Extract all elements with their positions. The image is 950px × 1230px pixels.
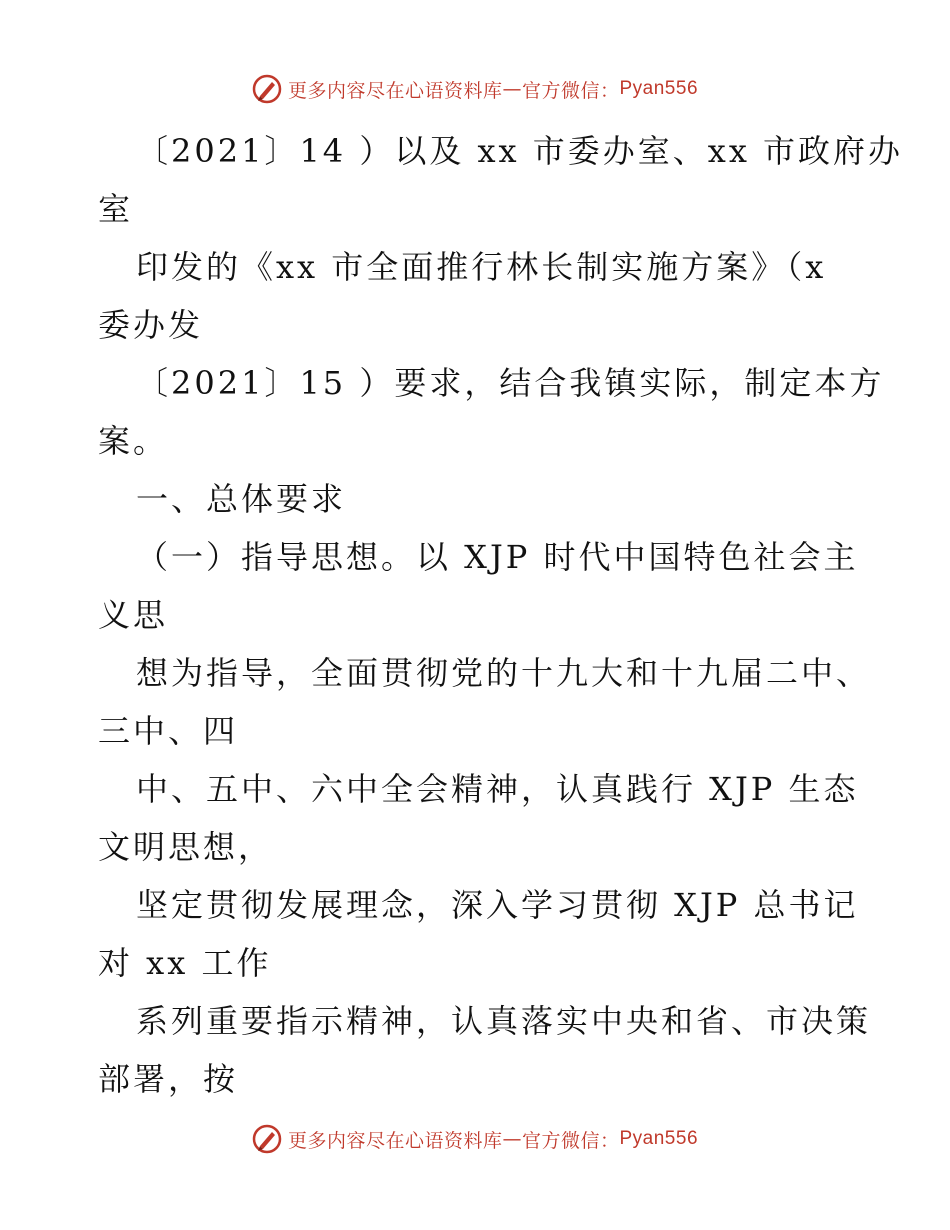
text-line: 想为指导，全面贯彻党的十九大和十九届二中、 bbox=[136, 654, 872, 692]
text-line: 坚定贯彻发展理念，深入学习贯彻 XJP 总书记 bbox=[136, 886, 859, 924]
text-line: 印发的《xx 市全面推行林长制实施方案》（x bbox=[136, 248, 827, 286]
text-line: 〔2021〕15 ）要求，结合我镇实际，制定本方 bbox=[136, 364, 885, 402]
text-line: 义思 bbox=[98, 596, 169, 634]
watermark-wechat-id: Pyan556 bbox=[619, 78, 699, 99]
footer-watermark bbox=[0, 1124, 950, 1154]
watermark-separator: — bbox=[502, 1128, 522, 1150]
text-line: 案。 bbox=[98, 422, 169, 460]
text-line: 中、五中、六中全会精神，认真践行 XJP 生态 bbox=[136, 770, 859, 808]
watermark-label: 官方微信： bbox=[521, 1129, 620, 1152]
section-heading: 一、总体要求 bbox=[136, 480, 347, 518]
text-line: 部署，按 bbox=[98, 1060, 239, 1098]
watermark-label: 官方微信： bbox=[521, 79, 620, 102]
text-line: 系列重要指示精神，认真落实中央和省、市决策 bbox=[136, 1002, 872, 1040]
text-line: 室 bbox=[98, 190, 134, 228]
text-line: 文明思想， bbox=[98, 828, 274, 866]
text-line: 委办发 bbox=[98, 306, 204, 344]
watermark-brand-text: 更多内容尽在心语资料库 bbox=[287, 79, 503, 102]
watermark-separator: — bbox=[502, 78, 522, 100]
text-line: 〔2021〕14 ）以及 xx 市委办室、xx 市政府办 bbox=[136, 132, 904, 170]
text-line: （一）指导思想。以 XJP 时代中国特色社会主 bbox=[136, 538, 859, 576]
watermark-wechat-id: Pyan556 bbox=[619, 1128, 699, 1149]
text-line: 对 xx 工作 bbox=[98, 944, 272, 982]
text-line: 三中、四 bbox=[98, 712, 239, 750]
header-watermark bbox=[0, 74, 950, 104]
pen-logo-icon bbox=[252, 74, 282, 104]
watermark-brand-text: 更多内容尽在心语资料库 bbox=[287, 1129, 503, 1152]
pen-logo-icon bbox=[252, 1124, 282, 1154]
document-body bbox=[98, 122, 904, 1108]
